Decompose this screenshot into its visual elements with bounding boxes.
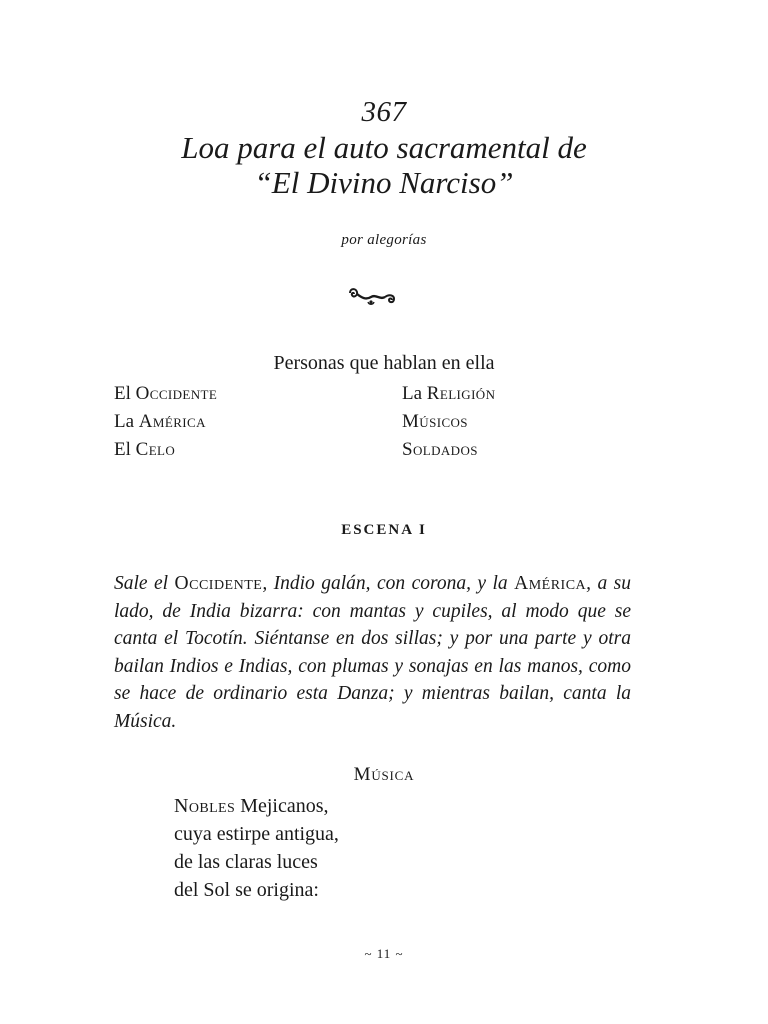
cast-list xyxy=(114,380,554,464)
verse-line: de las claras luces xyxy=(174,851,318,873)
character-america: América xyxy=(514,573,587,594)
cast-row xyxy=(114,436,554,464)
stage-text: , Indio galán, con corona, y la xyxy=(262,573,515,594)
verse-initial-word: Nobles xyxy=(174,795,236,817)
personas-heading: Personas que hablan en ella xyxy=(273,352,495,374)
cast-article: El xyxy=(114,439,136,460)
verse-block xyxy=(174,792,574,904)
title-line-1: Loa para el auto sacramental de xyxy=(181,130,587,165)
stage-text: , a su lado, de India bizarra: con mantas y cupiles, al modo que se canta el Tocotín. Siéntanse en dos sillas; y por una parte y otra bailan Indios e Indias, con plumas y sonajas en las manos, como se hace de ordinario esta Danza; y mientras bailan, canta la Música. xyxy=(114,573,632,732)
verse-line: cuya estirpe antigua, xyxy=(174,823,339,845)
page-title xyxy=(0,130,768,200)
verse-text: Mejicanos, xyxy=(235,795,329,817)
fleuron-ornament-icon xyxy=(344,284,400,308)
title-line-2: “El Divino Narciso” xyxy=(254,165,514,200)
cast-article: La xyxy=(114,411,139,432)
cast-article: La xyxy=(402,383,427,404)
subtitle: por alegorías xyxy=(341,232,427,248)
poem-number: 367 xyxy=(361,96,407,128)
stage-text: Sale el xyxy=(114,573,175,594)
cast-name: Músicos xyxy=(402,411,468,432)
scene-heading: ESCENA I xyxy=(341,522,427,538)
cast-name: Occidente xyxy=(135,383,218,404)
page-number: ~ 11 ~ xyxy=(364,946,404,961)
cast-name: Celo xyxy=(135,439,176,460)
cast-name: América xyxy=(138,411,206,432)
verse-line xyxy=(174,792,574,820)
cast-row xyxy=(114,408,554,436)
verse-line: del Sol se origina: xyxy=(174,879,319,901)
cast-name: Religión xyxy=(426,383,496,404)
cast-name: Soldados xyxy=(402,439,478,460)
character-occidente: Occidente xyxy=(174,573,263,594)
cast-row xyxy=(114,380,554,408)
stage-direction xyxy=(114,570,631,735)
speaker-label: Música xyxy=(353,764,415,785)
cast-article: El xyxy=(114,383,136,404)
